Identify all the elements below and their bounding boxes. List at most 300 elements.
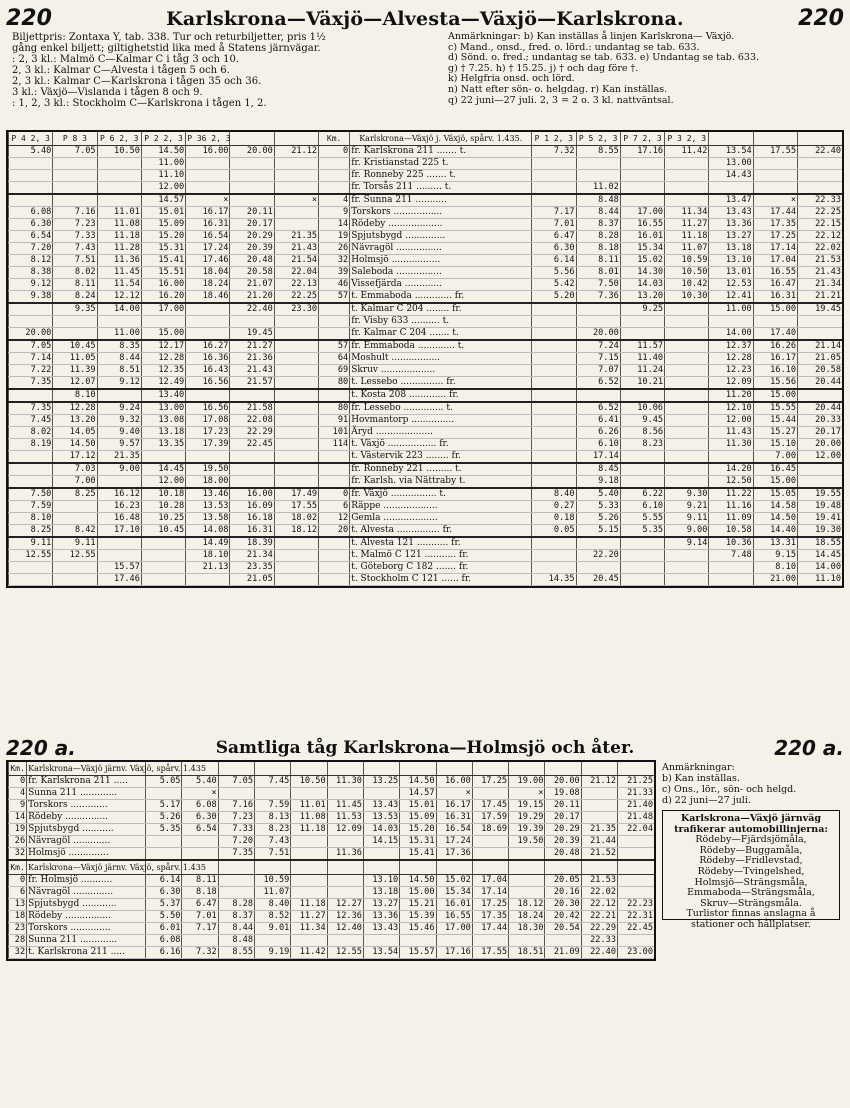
table-row [9, 923, 655, 935]
fare-line: : 2, 3 kl.: Malmö C—Kalmar C i tåg 3 och 10. [12, 54, 240, 65]
time-cell [230, 182, 274, 195]
time-cell: 15.21 [400, 899, 436, 911]
time-cell: 19.48 [798, 501, 843, 513]
station-cell: t. Malmö C 121 ........... fr. [350, 550, 532, 562]
time-cell: 8.13 [255, 812, 291, 824]
time-cell [665, 365, 709, 377]
remarks [448, 32, 844, 106]
time-cell: 5.35 [146, 824, 182, 836]
time-cell: 21.13 [186, 562, 230, 574]
time-cell: 12.49 [141, 377, 185, 390]
time-cell: 9.35 [53, 303, 97, 316]
table-row [9, 935, 655, 947]
table-row [9, 255, 843, 267]
time-cell: 13.10 [709, 255, 753, 267]
time-cell: 5.17 [146, 800, 182, 812]
time-cell: 17.35 [753, 219, 797, 231]
time-cell [97, 182, 141, 195]
time-cell: 17.44 [753, 207, 797, 219]
time-cell [618, 836, 655, 848]
table-row [9, 377, 843, 390]
time-cell: 17.23 [186, 427, 230, 439]
time-cell: 15.34 [620, 243, 664, 255]
time-cell: 11.08 [97, 219, 141, 231]
time-cell [532, 182, 576, 195]
time-cell: 21.58 [230, 402, 274, 415]
time-cell: 13.46 [186, 488, 230, 501]
table-row [9, 353, 843, 365]
time-cell: 14.20 [709, 463, 753, 476]
remark-line: Anmärkningar: b) Kan inställas å linjen Karlskrona— Växjö. [448, 31, 735, 42]
time-cell [665, 158, 709, 170]
time-cell: 15.20 [400, 824, 436, 836]
time-cell: 0.27 [532, 501, 576, 513]
station-cell: fr. Visby 633 .......... t. [350, 316, 532, 328]
time-cell [620, 316, 664, 328]
time-cell: 10.36 [709, 537, 753, 550]
time-cell [665, 574, 709, 586]
time-cell: 10.18 [141, 488, 185, 501]
time-cell: 6.30 [9, 219, 53, 231]
time-cell: 21.12 [581, 776, 617, 788]
time-cell: 6.14 [532, 255, 576, 267]
time-cell: 13.58 [186, 513, 230, 525]
station-cell: fr. Karlsh. via Nättraby t. [350, 476, 532, 489]
time-cell [230, 170, 274, 182]
time-cell: 20.45 [576, 574, 620, 586]
time-cell: 17.25 [472, 899, 508, 911]
time-cell: 13.20 [53, 415, 97, 427]
time-cell: 8.01 [576, 267, 620, 279]
time-cell: 6.26 [576, 427, 620, 439]
km-cell: 23 [9, 923, 27, 935]
time-cell [509, 887, 545, 899]
time-cell [291, 836, 327, 848]
table-row [9, 947, 655, 959]
time-cell: 14.50 [400, 875, 436, 887]
time-cell: 18.00 [186, 476, 230, 489]
station-cell: Rödeby ................ [27, 911, 146, 923]
time-cell: 13.25 [363, 776, 399, 788]
time-cell: 6.30 [532, 243, 576, 255]
train-header: P 1 2, 3 [532, 132, 576, 146]
time-cell: 17.16 [436, 947, 472, 959]
time-cell: 20.16 [545, 887, 581, 899]
time-cell: 21.09 [545, 947, 581, 959]
time-cell [274, 427, 318, 439]
time-cell [576, 316, 620, 328]
table-row [9, 231, 843, 243]
time-cell: 8.28 [218, 899, 254, 911]
time-cell: 6.16 [146, 947, 182, 959]
time-cell [291, 788, 327, 800]
time-cell: 8.11 [53, 279, 97, 291]
time-cell [274, 562, 318, 574]
time-cell [620, 182, 664, 195]
table-row [9, 207, 843, 219]
time-cell [532, 415, 576, 427]
time-cell [798, 182, 843, 195]
time-cell: 8.11 [182, 875, 218, 887]
km-cell: 69 [319, 365, 350, 377]
time-cell: 9.40 [97, 427, 141, 439]
time-cell: 21.05 [230, 574, 274, 586]
time-cell: 20.11 [230, 207, 274, 219]
time-cell: 8.18 [182, 887, 218, 899]
time-cell: 17.55 [472, 947, 508, 959]
time-cell [709, 451, 753, 464]
time-cell: 16.01 [436, 899, 472, 911]
time-cell: 16.55 [753, 267, 797, 279]
time-cell [532, 365, 576, 377]
time-cell: 15.55 [753, 402, 797, 415]
table-header-row [9, 860, 655, 875]
time-cell: 9.01 [255, 923, 291, 935]
table-row [9, 146, 843, 158]
time-cell: 12.17 [141, 340, 185, 353]
time-cell: 21.44 [581, 836, 617, 848]
time-cell: 10.45 [53, 340, 97, 353]
station-cell: Nävragöl .............. [27, 887, 146, 899]
time-cell: 22.45 [618, 923, 655, 935]
time-cell: 13.18 [363, 887, 399, 899]
time-cell: 12.28 [53, 402, 97, 415]
time-cell: 12.36 [327, 911, 363, 923]
time-cell: 16.27 [186, 340, 230, 353]
time-cell: 21.20 [230, 291, 274, 304]
section-remarks [662, 762, 838, 806]
km-cell [319, 182, 350, 195]
time-cell: 10.21 [620, 377, 664, 390]
time-cell [97, 550, 141, 562]
time-cell: 17.16 [620, 146, 664, 158]
time-cell: 6.14 [146, 875, 182, 887]
train-header: P 36 2, 3 [186, 132, 230, 146]
train-header [509, 860, 545, 875]
time-cell: 5.33 [576, 501, 620, 513]
train-header [400, 860, 436, 875]
time-cell: 21.05 [798, 353, 843, 365]
time-cell [532, 316, 576, 328]
station-cell: t. Stockholm C 121 ...... fr. [350, 574, 532, 586]
time-cell: 13.00 [141, 402, 185, 415]
time-cell: 13.00 [709, 158, 753, 170]
time-cell [532, 402, 576, 415]
time-cell [97, 158, 141, 170]
time-cell: 6.30 [182, 812, 218, 824]
time-cell: 11.42 [665, 146, 709, 158]
time-cell [509, 848, 545, 861]
table-row [9, 899, 655, 911]
time-cell [472, 788, 508, 800]
train-header: P 4 2, 3 [9, 132, 53, 146]
time-cell: 7.59 [9, 501, 53, 513]
time-cell: 12.35 [141, 365, 185, 377]
time-cell [532, 170, 576, 182]
fare-line: 2, 3 kl.: Kalmar C—Alvesta i tågen 5 och 6. [12, 65, 230, 76]
time-cell: 11.30 [327, 776, 363, 788]
time-cell: 17.44 [472, 923, 508, 935]
time-cell: 11.07 [255, 887, 291, 899]
time-cell [218, 788, 254, 800]
time-cell [665, 439, 709, 451]
time-cell: 10.42 [665, 279, 709, 291]
time-cell: 7.20 [218, 836, 254, 848]
time-cell: 15.10 [753, 439, 797, 451]
time-cell: 9.12 [9, 279, 53, 291]
time-cell: 13.43 [363, 923, 399, 935]
time-cell: 7.59 [255, 800, 291, 812]
time-cell: 14.50 [400, 776, 436, 788]
km-cell: 6 [9, 887, 27, 899]
time-cell: 11.54 [97, 279, 141, 291]
time-cell: 12.50 [709, 476, 753, 489]
remark-line: c) Ons., lör., sön- och helgd. [662, 784, 797, 795]
time-cell [665, 463, 709, 476]
time-cell: 20.44 [798, 377, 843, 390]
km-cell [319, 170, 350, 182]
train-header [581, 860, 617, 875]
time-cell: 11.53 [327, 812, 363, 824]
table-row [9, 537, 843, 550]
time-cell: 16.54 [436, 824, 472, 836]
station-cell: fr. Växjö ................ t. [350, 488, 532, 501]
time-cell: × [436, 788, 472, 800]
km-cell [319, 328, 350, 341]
time-cell: 16.36 [186, 353, 230, 365]
station-cell: Spjutsbygd ............ [27, 899, 146, 911]
time-cell: 20.33 [798, 415, 843, 427]
time-cell: 7.35 [9, 377, 53, 390]
time-cell: 11.22 [709, 488, 753, 501]
table-row [9, 389, 843, 402]
km-cell [319, 316, 350, 328]
time-cell: 22.40 [230, 303, 274, 316]
time-cell [53, 501, 97, 513]
km-cell [319, 574, 350, 586]
time-cell: 13.54 [363, 947, 399, 959]
time-cell [665, 194, 709, 207]
time-cell: 8.55 [576, 146, 620, 158]
train-header [400, 762, 436, 776]
time-cell: 16.23 [97, 501, 141, 513]
time-cell [532, 427, 576, 439]
time-cell [709, 316, 753, 328]
time-cell [9, 158, 53, 170]
time-cell: 9.25 [620, 303, 664, 316]
time-cell [327, 836, 363, 848]
time-cell: 11.18 [291, 824, 327, 836]
train-header [798, 132, 843, 146]
time-cell [363, 848, 399, 861]
time-cell: 17.45 [472, 800, 508, 812]
time-cell: 9.45 [620, 415, 664, 427]
time-cell: 17.12 [53, 451, 97, 464]
time-cell: 23.35 [230, 562, 274, 574]
train-header [218, 860, 254, 875]
remark-line: b) Kan inställas. [662, 773, 740, 784]
time-cell: 22.02 [798, 243, 843, 255]
station-cell: Vissefjärda ............. [350, 279, 532, 291]
time-cell: 11.18 [665, 231, 709, 243]
time-cell: 20.05 [545, 875, 581, 887]
time-cell: 14.49 [186, 537, 230, 550]
station-cell: Torskors ................. [350, 207, 532, 219]
time-cell: 11.10 [798, 574, 843, 586]
bus-lines-box [662, 810, 840, 930]
time-cell [182, 935, 218, 947]
fare-line: Biljettpris: Zontaxa Y, tab. 338. Tur och returbiljetter, pris 1½ [12, 32, 326, 43]
time-cell: 21.40 [618, 800, 655, 812]
time-cell [9, 476, 53, 489]
km-cell: 32 [9, 947, 27, 959]
time-cell: 7.07 [576, 365, 620, 377]
page-number-left: 220 [6, 6, 52, 31]
time-cell [709, 574, 753, 586]
time-cell [186, 303, 230, 316]
time-cell [709, 182, 753, 195]
time-cell: 11.40 [620, 353, 664, 365]
time-cell: 8.38 [9, 267, 53, 279]
time-cell: 22.29 [581, 923, 617, 935]
train-header [230, 132, 274, 146]
time-cell: 8.25 [9, 525, 53, 538]
station-cell: Spjutsbygd ........... [27, 824, 146, 836]
time-cell: 8.23 [255, 824, 291, 836]
time-cell: 7.35 [9, 402, 53, 415]
time-cell [186, 182, 230, 195]
time-cell: 11.42 [291, 947, 327, 959]
time-cell: 17.59 [472, 812, 508, 824]
time-cell: 12.09 [327, 824, 363, 836]
time-cell: 13.36 [709, 219, 753, 231]
time-cell: 15.46 [400, 923, 436, 935]
time-cell: 8.48 [218, 935, 254, 947]
time-cell: 14.57 [141, 194, 185, 207]
km-cell [319, 389, 350, 402]
page-title: Karlskrona—Växjö—Alvesta—Växjö—Karlskrona. [166, 8, 684, 30]
time-cell: 9.11 [53, 537, 97, 550]
time-cell [291, 887, 327, 899]
time-cell [230, 194, 274, 207]
time-cell [141, 537, 185, 550]
time-cell [665, 316, 709, 328]
station-cell: t. Kosta 208 ............. fr. [350, 389, 532, 402]
bus-line: Rödeby—Fjärdsjömåla, [695, 834, 807, 846]
time-cell: 11.39 [53, 365, 97, 377]
time-cell: 6.08 [9, 207, 53, 219]
time-cell: 11.08 [291, 812, 327, 824]
station-cell: t. Västervik 223 ........ fr. [350, 451, 532, 464]
time-cell: 6.52 [576, 402, 620, 415]
time-cell: 13.08 [141, 415, 185, 427]
remark-line: Anmärkningar: [662, 762, 735, 773]
time-cell: 21.43 [230, 365, 274, 377]
time-cell: 8.48 [576, 194, 620, 207]
time-cell: 7.35 [218, 848, 254, 861]
time-cell: 20.39 [230, 243, 274, 255]
time-cell: 15.02 [620, 255, 664, 267]
station-cell: Nävragöl ............. [27, 836, 146, 848]
station-cell: Äryd .................... [350, 427, 532, 439]
time-cell: 8.12 [9, 255, 53, 267]
time-cell: 7.45 [255, 776, 291, 788]
table-row [9, 800, 655, 812]
station-header: Karlskrona—Växjö järnv. Växjö, spårv. 1.435 [27, 762, 146, 776]
station-cell: Räppe ................... [350, 501, 532, 513]
time-cell: 9.11 [665, 513, 709, 525]
time-cell [230, 451, 274, 464]
time-cell [230, 476, 274, 489]
table-row [9, 875, 655, 887]
time-cell: 14.57 [400, 788, 436, 800]
time-cell: 22.23 [618, 899, 655, 911]
time-cell [9, 562, 53, 574]
time-cell: 10.28 [141, 501, 185, 513]
time-cell: 20.44 [798, 402, 843, 415]
time-cell: 15.31 [141, 243, 185, 255]
remark-line: c) Mand., onsd., fred. o. lörd.: undantag se tab. 633. [448, 41, 700, 53]
time-cell [665, 170, 709, 182]
station-cell: Holmsjö .............. [27, 848, 146, 861]
time-cell: 12.41 [709, 291, 753, 304]
time-cell: 8.51 [97, 365, 141, 377]
train-header [753, 132, 797, 146]
time-cell: 17.00 [620, 207, 664, 219]
station-cell: Torskors ............. [27, 800, 146, 812]
time-cell: 5.40 [9, 146, 53, 158]
time-cell [665, 550, 709, 562]
time-cell: 14.45 [798, 550, 843, 562]
time-cell [665, 340, 709, 353]
time-cell [186, 170, 230, 182]
km-cell: 0 [9, 776, 27, 788]
time-cell: 12.00 [709, 415, 753, 427]
remark-line: g) † 7.25. h) † 15.25. j) † och dag före †. [448, 62, 639, 74]
time-cell: 13.01 [709, 267, 753, 279]
time-cell: 21.48 [618, 812, 655, 824]
time-cell: 8.45 [576, 463, 620, 476]
timetable-holmsjo [6, 760, 656, 961]
table-row [9, 887, 655, 899]
time-cell: 10.06 [620, 402, 664, 415]
time-cell: 13.54 [709, 146, 753, 158]
time-cell [218, 887, 254, 899]
time-cell: 15.09 [400, 812, 436, 824]
km-cell: 12 [319, 513, 350, 525]
time-cell: 19.45 [798, 303, 843, 316]
time-cell: 20.00 [230, 146, 274, 158]
time-cell: 15.09 [141, 219, 185, 231]
time-cell: 17.46 [97, 574, 141, 586]
table-row [9, 812, 655, 824]
time-cell: 11.02 [576, 182, 620, 195]
time-cell [620, 476, 664, 489]
section-number-left: 220 a. [6, 736, 76, 760]
time-cell: 15.31 [400, 836, 436, 848]
time-cell: 23.00 [618, 947, 655, 959]
time-cell [532, 340, 576, 353]
train-header: P 8 3 [53, 132, 97, 146]
time-cell: × [186, 194, 230, 207]
time-cell: 12.28 [709, 353, 753, 365]
time-cell: 16.56 [186, 377, 230, 390]
time-cell: 11.00 [141, 158, 185, 170]
time-cell: 7.45 [9, 415, 53, 427]
time-cell [274, 170, 318, 182]
time-cell: 7.05 [9, 340, 53, 353]
time-cell: 10.25 [141, 513, 185, 525]
